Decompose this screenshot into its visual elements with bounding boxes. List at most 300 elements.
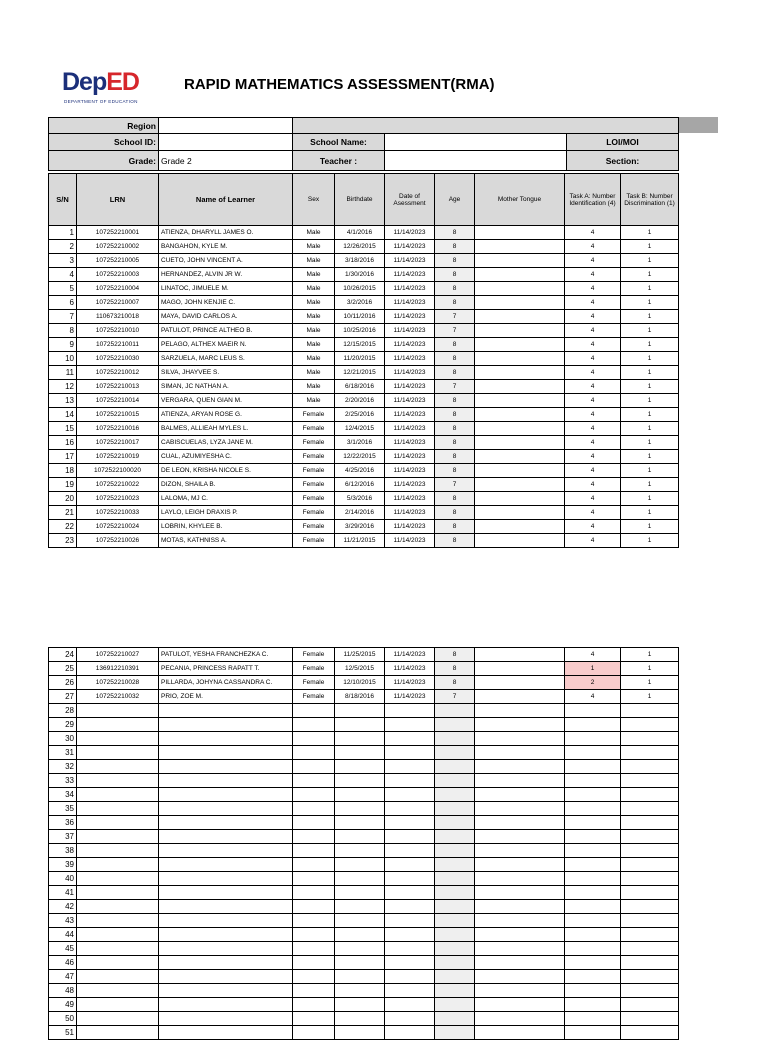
row-task-a[interactable] bbox=[565, 900, 621, 914]
row-sex[interactable] bbox=[293, 732, 335, 746]
row-task-a[interactable] bbox=[565, 816, 621, 830]
row-sn[interactable]: 24 bbox=[49, 648, 77, 662]
row-task-a[interactable] bbox=[565, 844, 621, 858]
row-sex[interactable] bbox=[293, 984, 335, 998]
row-age[interactable] bbox=[435, 732, 475, 746]
row-sex[interactable] bbox=[293, 956, 335, 970]
row-name[interactable] bbox=[159, 956, 293, 970]
row-birthdate[interactable] bbox=[335, 816, 385, 830]
row-age[interactable] bbox=[435, 858, 475, 872]
row-date-assessment[interactable]: 11/14/2023 bbox=[385, 436, 435, 450]
row-mother-tongue[interactable] bbox=[475, 886, 565, 900]
row-mother-tongue[interactable] bbox=[475, 464, 565, 478]
row-birthdate[interactable] bbox=[335, 788, 385, 802]
row-date-assessment[interactable]: 11/14/2023 bbox=[385, 408, 435, 422]
row-sex[interactable] bbox=[293, 928, 335, 942]
row-lrn[interactable] bbox=[77, 998, 159, 1012]
row-date-assessment[interactable] bbox=[385, 886, 435, 900]
row-mother-tongue[interactable] bbox=[475, 394, 565, 408]
row-mother-tongue[interactable] bbox=[475, 422, 565, 436]
row-sex[interactable]: Female bbox=[293, 520, 335, 534]
row-task-b[interactable] bbox=[621, 928, 679, 942]
row-sn[interactable]: 44 bbox=[49, 928, 77, 942]
row-mother-tongue[interactable] bbox=[475, 732, 565, 746]
row-lrn[interactable]: 107252210024 bbox=[77, 520, 159, 534]
row-task-a[interactable] bbox=[565, 970, 621, 984]
row-sex[interactable] bbox=[293, 718, 335, 732]
row-date-assessment[interactable] bbox=[385, 914, 435, 928]
row-task-b[interactable]: 1 bbox=[621, 380, 679, 394]
row-mother-tongue[interactable] bbox=[475, 872, 565, 886]
row-task-b[interactable]: 1 bbox=[621, 268, 679, 282]
row-task-a[interactable] bbox=[565, 956, 621, 970]
row-lrn[interactable] bbox=[77, 886, 159, 900]
row-sn[interactable]: 46 bbox=[49, 956, 77, 970]
row-lrn[interactable]: 107252210010 bbox=[77, 324, 159, 338]
row-task-b[interactable] bbox=[621, 830, 679, 844]
row-lrn[interactable] bbox=[77, 900, 159, 914]
row-name[interactable] bbox=[159, 1012, 293, 1026]
row-sn[interactable]: 25 bbox=[49, 662, 77, 676]
school-name-field[interactable] bbox=[385, 134, 567, 151]
row-birthdate[interactable]: 6/18/2016 bbox=[335, 380, 385, 394]
row-task-b[interactable]: 1 bbox=[621, 436, 679, 450]
row-sex[interactable] bbox=[293, 942, 335, 956]
row-task-b[interactable]: 1 bbox=[621, 352, 679, 366]
row-name[interactable]: CUAL, AZUMIYESHA C. bbox=[159, 450, 293, 464]
row-sex[interactable]: Male bbox=[293, 226, 335, 240]
row-sex[interactable] bbox=[293, 1012, 335, 1026]
row-date-assessment[interactable] bbox=[385, 788, 435, 802]
row-mother-tongue[interactable] bbox=[475, 240, 565, 254]
row-lrn[interactable]: 107252210001 bbox=[77, 226, 159, 240]
row-lrn[interactable] bbox=[77, 872, 159, 886]
row-birthdate[interactable] bbox=[335, 774, 385, 788]
row-task-b[interactable]: 1 bbox=[621, 338, 679, 352]
row-task-b[interactable]: 1 bbox=[621, 690, 679, 704]
row-task-a[interactable]: 4 bbox=[565, 324, 621, 338]
row-lrn[interactable] bbox=[77, 746, 159, 760]
row-age[interactable] bbox=[435, 746, 475, 760]
row-sn[interactable]: 17 bbox=[49, 450, 77, 464]
row-age[interactable] bbox=[435, 942, 475, 956]
row-mother-tongue[interactable] bbox=[475, 352, 565, 366]
row-sn[interactable]: 23 bbox=[49, 534, 77, 548]
row-age[interactable]: 8 bbox=[435, 338, 475, 352]
row-age[interactable] bbox=[435, 788, 475, 802]
row-date-assessment[interactable]: 11/14/2023 bbox=[385, 422, 435, 436]
teacher-field[interactable] bbox=[385, 151, 567, 171]
row-date-assessment[interactable]: 11/14/2023 bbox=[385, 394, 435, 408]
row-name[interactable] bbox=[159, 774, 293, 788]
row-sex[interactable]: Female bbox=[293, 464, 335, 478]
row-name[interactable]: LINATOC, JIMUELE M. bbox=[159, 282, 293, 296]
row-task-a[interactable] bbox=[565, 746, 621, 760]
row-birthdate[interactable] bbox=[335, 844, 385, 858]
row-task-a[interactable]: 4 bbox=[565, 464, 621, 478]
row-age[interactable]: 8 bbox=[435, 422, 475, 436]
row-lrn[interactable] bbox=[77, 1026, 159, 1040]
row-sn[interactable]: 21 bbox=[49, 506, 77, 520]
row-date-assessment[interactable]: 11/14/2023 bbox=[385, 492, 435, 506]
row-age[interactable] bbox=[435, 984, 475, 998]
row-lrn[interactable]: 107252210013 bbox=[77, 380, 159, 394]
row-task-b[interactable] bbox=[621, 872, 679, 886]
row-sex[interactable]: Male bbox=[293, 366, 335, 380]
row-lrn[interactable]: 107252210005 bbox=[77, 254, 159, 268]
row-lrn[interactable]: 107252210023 bbox=[77, 492, 159, 506]
row-task-a[interactable]: 4 bbox=[565, 380, 621, 394]
row-task-a[interactable] bbox=[565, 914, 621, 928]
row-sex[interactable]: Male bbox=[293, 240, 335, 254]
row-task-a[interactable]: 4 bbox=[565, 408, 621, 422]
row-sex[interactable] bbox=[293, 998, 335, 1012]
row-lrn[interactable]: 107252210026 bbox=[77, 534, 159, 548]
row-sex[interactable]: Female bbox=[293, 450, 335, 464]
row-task-b[interactable]: 1 bbox=[621, 492, 679, 506]
row-birthdate[interactable] bbox=[335, 928, 385, 942]
row-task-b[interactable]: 1 bbox=[621, 450, 679, 464]
row-sex[interactable] bbox=[293, 704, 335, 718]
row-task-a[interactable] bbox=[565, 802, 621, 816]
row-name[interactable]: PATULOT, PRINCE ALTHEO B. bbox=[159, 324, 293, 338]
row-age[interactable]: 8 bbox=[435, 268, 475, 282]
row-mother-tongue[interactable] bbox=[475, 296, 565, 310]
row-sex[interactable] bbox=[293, 774, 335, 788]
row-mother-tongue[interactable] bbox=[475, 648, 565, 662]
row-birthdate[interactable]: 11/25/2015 bbox=[335, 648, 385, 662]
row-name[interactable] bbox=[159, 928, 293, 942]
row-mother-tongue[interactable] bbox=[475, 478, 565, 492]
row-name[interactable]: SIMAN, JC NATHAN A. bbox=[159, 380, 293, 394]
row-birthdate[interactable]: 12/15/2015 bbox=[335, 338, 385, 352]
row-task-b[interactable] bbox=[621, 984, 679, 998]
row-task-a[interactable] bbox=[565, 928, 621, 942]
row-date-assessment[interactable]: 11/14/2023 bbox=[385, 648, 435, 662]
row-date-assessment[interactable] bbox=[385, 746, 435, 760]
row-lrn[interactable] bbox=[77, 844, 159, 858]
row-mother-tongue[interactable] bbox=[475, 942, 565, 956]
row-sex[interactable]: Female bbox=[293, 436, 335, 450]
row-date-assessment[interactable]: 11/14/2023 bbox=[385, 676, 435, 690]
row-mother-tongue[interactable] bbox=[475, 506, 565, 520]
row-name[interactable]: HERNANDEZ, ALVIN JR W. bbox=[159, 268, 293, 282]
row-birthdate[interactable]: 4/25/2016 bbox=[335, 464, 385, 478]
row-name[interactable] bbox=[159, 788, 293, 802]
row-sn[interactable]: 51 bbox=[49, 1026, 77, 1040]
row-name[interactable] bbox=[159, 942, 293, 956]
row-age[interactable]: 8 bbox=[435, 240, 475, 254]
row-birthdate[interactable]: 10/25/2016 bbox=[335, 324, 385, 338]
row-task-a[interactable]: 4 bbox=[565, 450, 621, 464]
row-age[interactable]: 7 bbox=[435, 324, 475, 338]
row-sex[interactable]: Female bbox=[293, 492, 335, 506]
row-birthdate[interactable]: 12/10/2015 bbox=[335, 676, 385, 690]
row-date-assessment[interactable]: 11/14/2023 bbox=[385, 520, 435, 534]
row-task-b[interactable] bbox=[621, 844, 679, 858]
row-lrn[interactable]: 107252210019 bbox=[77, 450, 159, 464]
row-sex[interactable] bbox=[293, 788, 335, 802]
row-task-b[interactable]: 1 bbox=[621, 534, 679, 548]
row-name[interactable] bbox=[159, 746, 293, 760]
row-age[interactable]: 8 bbox=[435, 366, 475, 380]
row-birthdate[interactable] bbox=[335, 1026, 385, 1040]
row-age[interactable]: 8 bbox=[435, 408, 475, 422]
row-sex[interactable]: Female bbox=[293, 506, 335, 520]
row-sn[interactable]: 36 bbox=[49, 816, 77, 830]
row-mother-tongue[interactable] bbox=[475, 830, 565, 844]
row-sn[interactable]: 7 bbox=[49, 310, 77, 324]
row-sex[interactable] bbox=[293, 886, 335, 900]
row-sn[interactable]: 28 bbox=[49, 704, 77, 718]
row-sn[interactable]: 6 bbox=[49, 296, 77, 310]
row-date-assessment[interactable] bbox=[385, 718, 435, 732]
row-birthdate[interactable]: 2/20/2016 bbox=[335, 394, 385, 408]
row-task-a[interactable]: 4 bbox=[565, 422, 621, 436]
row-lrn[interactable]: 107252210012 bbox=[77, 366, 159, 380]
row-birthdate[interactable] bbox=[335, 732, 385, 746]
row-date-assessment[interactable] bbox=[385, 984, 435, 998]
row-birthdate[interactable]: 3/1/2016 bbox=[335, 436, 385, 450]
row-task-a[interactable]: 4 bbox=[565, 492, 621, 506]
row-age[interactable]: 8 bbox=[435, 648, 475, 662]
row-sex[interactable]: Male bbox=[293, 268, 335, 282]
row-mother-tongue[interactable] bbox=[475, 746, 565, 760]
row-task-b[interactable]: 1 bbox=[621, 422, 679, 436]
row-age[interactable] bbox=[435, 844, 475, 858]
row-birthdate[interactable] bbox=[335, 1012, 385, 1026]
row-name[interactable] bbox=[159, 872, 293, 886]
row-name[interactable]: LALOMA, MJ C. bbox=[159, 492, 293, 506]
row-lrn[interactable]: 107252210017 bbox=[77, 436, 159, 450]
row-sex[interactable] bbox=[293, 830, 335, 844]
row-mother-tongue[interactable] bbox=[475, 520, 565, 534]
row-sex[interactable]: Male bbox=[293, 310, 335, 324]
row-name[interactable]: SARZUELA, MARC LEUS S. bbox=[159, 352, 293, 366]
row-age[interactable] bbox=[435, 998, 475, 1012]
row-lrn[interactable]: 107252210030 bbox=[77, 352, 159, 366]
row-birthdate[interactable]: 12/26/2015 bbox=[335, 240, 385, 254]
row-date-assessment[interactable]: 11/14/2023 bbox=[385, 464, 435, 478]
row-task-b[interactable]: 1 bbox=[621, 254, 679, 268]
row-task-a[interactable]: 2 bbox=[565, 676, 621, 690]
row-name[interactable]: PILLARDA, JOHYNA CASSANDRA C. bbox=[159, 676, 293, 690]
row-name[interactable]: PATULOT, YESHA FRANCHEZKA C. bbox=[159, 648, 293, 662]
row-birthdate[interactable] bbox=[335, 872, 385, 886]
row-sn[interactable]: 20 bbox=[49, 492, 77, 506]
row-sex[interactable]: Female bbox=[293, 648, 335, 662]
row-age[interactable]: 8 bbox=[435, 506, 475, 520]
row-task-a[interactable] bbox=[565, 858, 621, 872]
row-age[interactable]: 8 bbox=[435, 520, 475, 534]
row-name[interactable]: LAYLO, LEIGH DRAXIS P. bbox=[159, 506, 293, 520]
row-age[interactable]: 8 bbox=[435, 676, 475, 690]
row-task-a[interactable] bbox=[565, 1026, 621, 1040]
row-task-b[interactable] bbox=[621, 816, 679, 830]
row-age[interactable] bbox=[435, 1026, 475, 1040]
row-age[interactable] bbox=[435, 886, 475, 900]
row-name[interactable] bbox=[159, 970, 293, 984]
row-sn[interactable]: 40 bbox=[49, 872, 77, 886]
row-name[interactable] bbox=[159, 886, 293, 900]
row-task-b[interactable] bbox=[621, 858, 679, 872]
row-sex[interactable]: Female bbox=[293, 690, 335, 704]
row-task-a[interactable]: 4 bbox=[565, 282, 621, 296]
row-name[interactable] bbox=[159, 984, 293, 998]
row-lrn[interactable] bbox=[77, 774, 159, 788]
row-birthdate[interactable] bbox=[335, 998, 385, 1012]
row-date-assessment[interactable]: 11/14/2023 bbox=[385, 450, 435, 464]
row-sn[interactable]: 5 bbox=[49, 282, 77, 296]
row-mother-tongue[interactable] bbox=[475, 380, 565, 394]
row-name[interactable] bbox=[159, 704, 293, 718]
row-lrn[interactable] bbox=[77, 914, 159, 928]
row-task-b[interactable]: 1 bbox=[621, 324, 679, 338]
row-task-a[interactable]: 4 bbox=[565, 520, 621, 534]
row-age[interactable] bbox=[435, 914, 475, 928]
row-birthdate[interactable] bbox=[335, 830, 385, 844]
row-mother-tongue[interactable] bbox=[475, 844, 565, 858]
row-name[interactable]: MAGO, JOHN KENJIE C. bbox=[159, 296, 293, 310]
row-date-assessment[interactable]: 11/14/2023 bbox=[385, 352, 435, 366]
row-date-assessment[interactable] bbox=[385, 830, 435, 844]
row-birthdate[interactable] bbox=[335, 718, 385, 732]
row-task-b[interactable] bbox=[621, 998, 679, 1012]
row-name[interactable]: MOTAS, KATHNISS A. bbox=[159, 534, 293, 548]
row-age[interactable]: 8 bbox=[435, 296, 475, 310]
row-task-a[interactable]: 4 bbox=[565, 240, 621, 254]
row-age[interactable]: 8 bbox=[435, 226, 475, 240]
row-lrn[interactable]: 107252210016 bbox=[77, 422, 159, 436]
row-name[interactable] bbox=[159, 998, 293, 1012]
row-date-assessment[interactable]: 11/14/2023 bbox=[385, 366, 435, 380]
row-birthdate[interactable] bbox=[335, 942, 385, 956]
row-birthdate[interactable] bbox=[335, 746, 385, 760]
row-task-a[interactable] bbox=[565, 718, 621, 732]
row-task-a[interactable]: 4 bbox=[565, 296, 621, 310]
row-task-a[interactable]: 1 bbox=[565, 662, 621, 676]
row-lrn[interactable] bbox=[77, 970, 159, 984]
row-task-a[interactable]: 4 bbox=[565, 690, 621, 704]
row-lrn[interactable] bbox=[77, 788, 159, 802]
row-task-a[interactable]: 4 bbox=[565, 268, 621, 282]
row-name[interactable] bbox=[159, 844, 293, 858]
row-task-b[interactable]: 1 bbox=[621, 366, 679, 380]
row-name[interactable]: MAYA, DAVID CARLOS A. bbox=[159, 310, 293, 324]
row-date-assessment[interactable] bbox=[385, 872, 435, 886]
row-sex[interactable] bbox=[293, 970, 335, 984]
row-sex[interactable]: Male bbox=[293, 254, 335, 268]
row-name[interactable]: LOBRIN, KHYLEE B. bbox=[159, 520, 293, 534]
row-birthdate[interactable] bbox=[335, 858, 385, 872]
row-sex[interactable]: Male bbox=[293, 338, 335, 352]
row-name[interactable] bbox=[159, 1026, 293, 1040]
row-task-a[interactable] bbox=[565, 760, 621, 774]
row-name[interactable]: PRIO, ZOE M. bbox=[159, 690, 293, 704]
row-age[interactable] bbox=[435, 970, 475, 984]
row-sn[interactable]: 4 bbox=[49, 268, 77, 282]
row-task-a[interactable] bbox=[565, 830, 621, 844]
row-sn[interactable]: 11 bbox=[49, 366, 77, 380]
row-date-assessment[interactable]: 11/14/2023 bbox=[385, 282, 435, 296]
row-birthdate[interactable]: 2/14/2016 bbox=[335, 506, 385, 520]
row-lrn[interactable] bbox=[77, 858, 159, 872]
row-lrn[interactable]: 107252210002 bbox=[77, 240, 159, 254]
row-birthdate[interactable]: 10/26/2015 bbox=[335, 282, 385, 296]
row-sex[interactable]: Female bbox=[293, 534, 335, 548]
row-age[interactable]: 8 bbox=[435, 254, 475, 268]
row-age[interactable]: 8 bbox=[435, 464, 475, 478]
row-mother-tongue[interactable] bbox=[475, 268, 565, 282]
row-lrn[interactable]: 107252210032 bbox=[77, 690, 159, 704]
row-date-assessment[interactable] bbox=[385, 774, 435, 788]
row-age[interactable]: 8 bbox=[435, 282, 475, 296]
row-age[interactable]: 8 bbox=[435, 492, 475, 506]
row-mother-tongue[interactable] bbox=[475, 436, 565, 450]
row-sn[interactable]: 13 bbox=[49, 394, 77, 408]
row-sn[interactable]: 42 bbox=[49, 900, 77, 914]
row-date-assessment[interactable] bbox=[385, 942, 435, 956]
row-name[interactable] bbox=[159, 900, 293, 914]
row-lrn[interactable] bbox=[77, 984, 159, 998]
row-date-assessment[interactable]: 11/14/2023 bbox=[385, 254, 435, 268]
row-sn[interactable]: 8 bbox=[49, 324, 77, 338]
row-sn[interactable]: 10 bbox=[49, 352, 77, 366]
row-birthdate[interactable]: 12/21/2015 bbox=[335, 366, 385, 380]
row-date-assessment[interactable] bbox=[385, 858, 435, 872]
row-sn[interactable]: 29 bbox=[49, 718, 77, 732]
row-age[interactable] bbox=[435, 802, 475, 816]
row-sn[interactable]: 14 bbox=[49, 408, 77, 422]
row-sex[interactable]: Male bbox=[293, 296, 335, 310]
school-id-field[interactable] bbox=[159, 134, 293, 151]
row-birthdate[interactable]: 4/1/2016 bbox=[335, 226, 385, 240]
row-task-b[interactable]: 1 bbox=[621, 478, 679, 492]
row-age[interactable]: 7 bbox=[435, 478, 475, 492]
row-sex[interactable] bbox=[293, 802, 335, 816]
row-sex[interactable] bbox=[293, 760, 335, 774]
row-date-assessment[interactable]: 11/14/2023 bbox=[385, 690, 435, 704]
row-name[interactable]: BANGAHON, KYLE M. bbox=[159, 240, 293, 254]
row-sex[interactable] bbox=[293, 746, 335, 760]
row-name[interactable]: CABISCUELAS, LYZA JANE M. bbox=[159, 436, 293, 450]
row-sex[interactable] bbox=[293, 816, 335, 830]
row-date-assessment[interactable]: 11/14/2023 bbox=[385, 380, 435, 394]
row-sn[interactable]: 33 bbox=[49, 774, 77, 788]
row-sex[interactable]: Male bbox=[293, 282, 335, 296]
row-birthdate[interactable] bbox=[335, 802, 385, 816]
row-age[interactable] bbox=[435, 956, 475, 970]
row-mother-tongue[interactable] bbox=[475, 970, 565, 984]
row-task-b[interactable] bbox=[621, 886, 679, 900]
row-birthdate[interactable]: 1/30/2016 bbox=[335, 268, 385, 282]
row-mother-tongue[interactable] bbox=[475, 956, 565, 970]
row-task-b[interactable] bbox=[621, 704, 679, 718]
row-name[interactable] bbox=[159, 816, 293, 830]
row-age[interactable] bbox=[435, 872, 475, 886]
row-sn[interactable]: 26 bbox=[49, 676, 77, 690]
row-mother-tongue[interactable] bbox=[475, 858, 565, 872]
row-task-b[interactable]: 1 bbox=[621, 506, 679, 520]
row-mother-tongue[interactable] bbox=[475, 802, 565, 816]
row-task-a[interactable]: 4 bbox=[565, 478, 621, 492]
row-birthdate[interactable] bbox=[335, 970, 385, 984]
row-task-a[interactable]: 4 bbox=[565, 310, 621, 324]
row-date-assessment[interactable] bbox=[385, 900, 435, 914]
row-lrn[interactable]: 1072522100020 bbox=[77, 464, 159, 478]
row-task-b[interactable] bbox=[621, 1026, 679, 1040]
row-task-a[interactable]: 4 bbox=[565, 506, 621, 520]
